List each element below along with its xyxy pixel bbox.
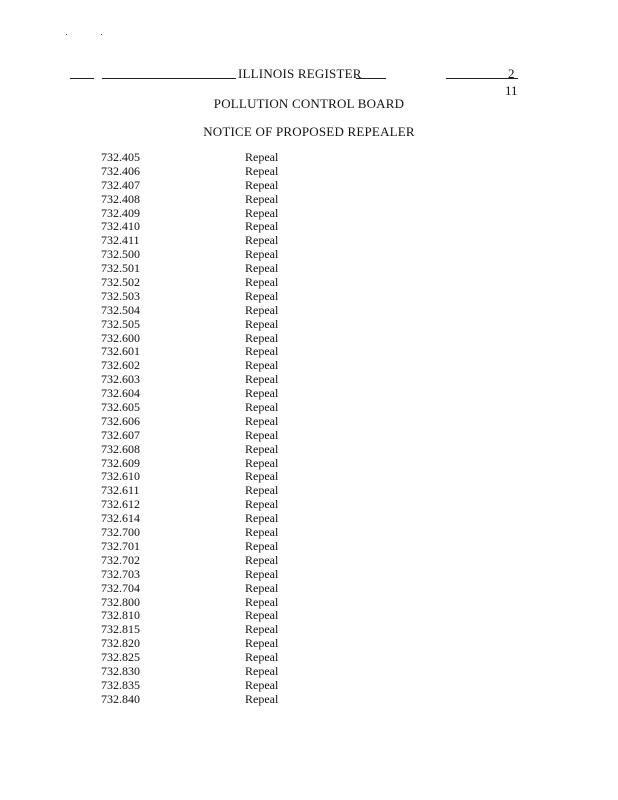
section-number: 732.703	[101, 566, 140, 581]
section-row	[0, 512, 618, 526]
section-row	[0, 484, 618, 498]
section-row	[0, 623, 618, 637]
section-row	[0, 498, 618, 512]
section-row	[0, 457, 618, 471]
section-row	[0, 234, 618, 248]
section-number: 732.830	[101, 663, 140, 678]
section-action: Repeal	[245, 608, 279, 623]
section-number: 732.406	[101, 163, 140, 178]
section-action: Repeal	[245, 330, 279, 345]
header-rule-right	[446, 78, 506, 79]
section-number: 732.800	[101, 594, 140, 609]
notice-title: NOTICE OF PROPOSED REPEALER	[203, 124, 415, 139]
section-row	[0, 179, 618, 193]
section-action: Repeal	[245, 163, 279, 178]
section-number: 732.409	[101, 205, 140, 220]
section-action: Repeal	[245, 497, 279, 512]
section-row	[0, 651, 618, 665]
section-row	[0, 262, 618, 276]
section-action: Repeal	[245, 650, 279, 665]
section-number: 732.501	[101, 261, 140, 276]
section-action: Repeal	[245, 469, 279, 484]
section-row	[0, 596, 618, 610]
section-action: Repeal	[245, 205, 279, 220]
section-action: Repeal	[245, 358, 279, 373]
section-action: Repeal	[245, 191, 279, 206]
section-row	[0, 554, 618, 568]
section-row	[0, 359, 618, 373]
section-action: Repeal	[245, 580, 279, 595]
header-rule-center-left	[102, 78, 236, 79]
section-row	[0, 345, 618, 359]
section-row	[0, 582, 618, 596]
section-number: 732.815	[101, 622, 140, 637]
section-action: Repeal	[245, 511, 279, 526]
section-action: Repeal	[245, 663, 279, 678]
section-number: 732.606	[101, 413, 140, 428]
sequence-number: 11	[505, 83, 518, 98]
section-number: 732.407	[101, 177, 140, 192]
section-row	[0, 526, 618, 540]
section-number: 732.701	[101, 538, 140, 553]
section-row	[0, 220, 618, 234]
section-row	[0, 248, 618, 262]
section-number: 732.505	[101, 316, 140, 331]
section-row	[0, 304, 618, 318]
section-action: Repeal	[245, 247, 279, 262]
register-header	[0, 66, 618, 82]
section-row	[0, 332, 618, 346]
section-number: 732.410	[101, 219, 140, 234]
section-number: 732.408	[101, 191, 140, 206]
section-action: Repeal	[245, 372, 279, 387]
section-row	[0, 679, 618, 693]
section-number: 732.607	[101, 427, 140, 442]
section-action: Repeal	[245, 316, 279, 331]
section-action: Repeal	[245, 483, 279, 498]
section-number: 732.609	[101, 455, 140, 470]
section-action: Repeal	[245, 386, 279, 401]
section-row	[0, 415, 618, 429]
section-action: Repeal	[245, 219, 279, 234]
section-row	[0, 207, 618, 221]
section-action: Repeal	[245, 525, 279, 540]
section-row	[0, 665, 618, 679]
section-number: 732.614	[101, 511, 140, 526]
section-number: 732.700	[101, 525, 140, 540]
section-row	[0, 165, 618, 179]
section-action: Repeal	[245, 150, 279, 164]
section-number: 732.604	[101, 386, 140, 401]
scan-speck	[66, 34, 67, 35]
section-action: Repeal	[245, 622, 279, 637]
section-action: Repeal	[245, 261, 279, 276]
section-row	[0, 470, 618, 484]
section-action: Repeal	[245, 441, 279, 456]
scan-speck	[101, 34, 102, 35]
agency-name: POLLUTION CONTROL BOARD	[213, 96, 405, 111]
section-row	[0, 151, 618, 165]
section-number: 732.600	[101, 330, 140, 345]
section-action: Repeal	[245, 400, 279, 415]
section-number: 732.702	[101, 552, 140, 567]
section-row	[0, 609, 618, 623]
section-number: 732.810	[101, 608, 140, 623]
section-row	[0, 429, 618, 443]
section-action: Repeal	[245, 302, 279, 317]
section-row	[0, 290, 618, 304]
section-action: Repeal	[245, 233, 279, 248]
section-list	[0, 151, 618, 707]
section-action: Repeal	[245, 594, 279, 609]
section-number: 732.405	[101, 150, 140, 164]
header-rule-center-right	[356, 78, 386, 79]
section-row	[0, 401, 618, 415]
section-action: Repeal	[245, 552, 279, 567]
section-number: 732.612	[101, 497, 140, 512]
section-row	[0, 276, 618, 290]
section-action: Repeal	[245, 427, 279, 442]
section-number: 732.835	[101, 677, 140, 692]
section-row	[0, 373, 618, 387]
section-number: 732.605	[101, 400, 140, 415]
section-action: Repeal	[245, 677, 279, 692]
section-number: 732.601	[101, 344, 140, 359]
section-row	[0, 540, 618, 554]
section-number: 732.503	[101, 288, 140, 303]
section-action: Repeal	[245, 275, 279, 290]
section-number: 732.608	[101, 441, 140, 456]
section-number: 732.602	[101, 358, 140, 373]
section-number: 732.504	[101, 302, 140, 317]
section-number: 732.840	[101, 691, 140, 706]
header-rule-left	[70, 78, 94, 79]
section-action: Repeal	[245, 691, 279, 706]
section-action: Repeal	[245, 288, 279, 303]
section-number: 732.411	[101, 233, 140, 248]
section-action: Repeal	[245, 455, 279, 470]
section-number: 732.825	[101, 650, 140, 665]
section-action: Repeal	[245, 413, 279, 428]
section-row	[0, 693, 618, 707]
section-number: 732.500	[101, 247, 140, 262]
section-row	[0, 193, 618, 207]
section-action: Repeal	[245, 538, 279, 553]
register-title: ILLINOIS REGISTER	[238, 66, 362, 81]
section-row	[0, 568, 618, 582]
section-row	[0, 318, 618, 332]
section-number: 732.502	[101, 275, 140, 290]
section-number: 732.704	[101, 580, 140, 595]
section-action: Repeal	[245, 636, 279, 651]
section-number: 732.611	[101, 483, 140, 498]
section-action: Repeal	[245, 566, 279, 581]
section-number: 732.610	[101, 469, 140, 484]
section-row	[0, 443, 618, 457]
section-row	[0, 637, 618, 651]
section-number: 732.603	[101, 372, 140, 387]
section-action: Repeal	[245, 344, 279, 359]
page-number: 2	[508, 66, 515, 81]
section-row	[0, 387, 618, 401]
section-number: 732.820	[101, 636, 140, 651]
section-action: Repeal	[245, 177, 279, 192]
